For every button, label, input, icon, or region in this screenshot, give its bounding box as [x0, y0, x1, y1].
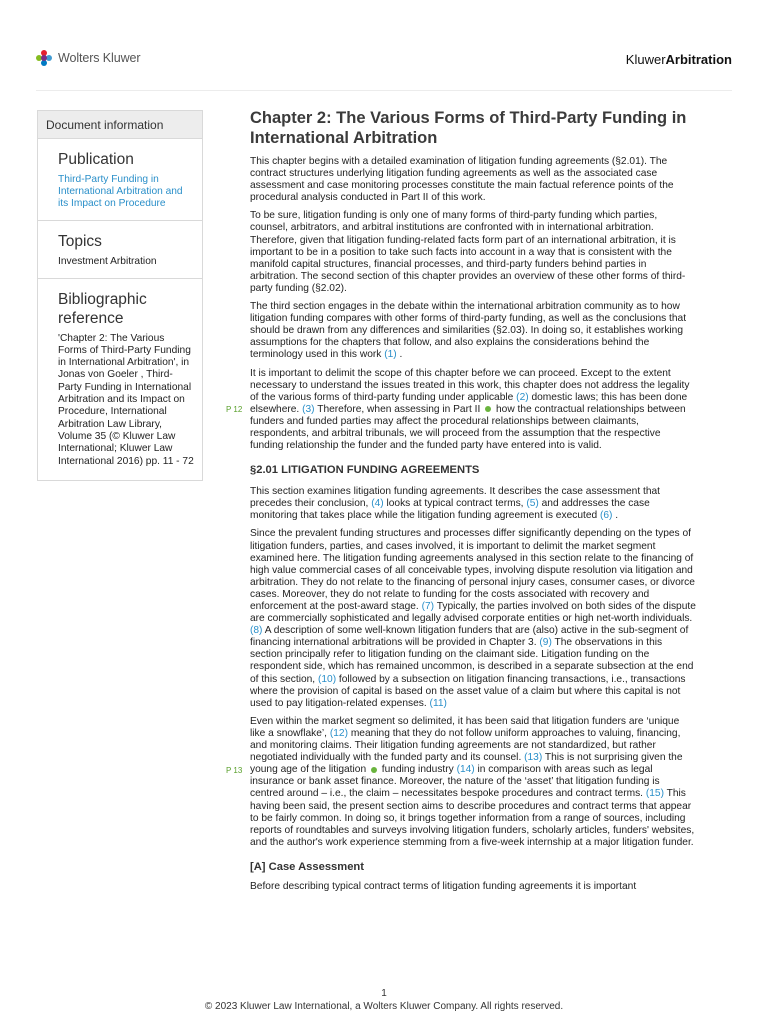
text: in comparison with areas such as legal insurance or bank asset finance. Moreover, the nature of the ‘asset’ that litigation funding is centred around – i.e., the claim – necessitates bespoke procedures and contract terms.: [250, 764, 660, 800]
paragraph: [250, 528, 696, 709]
text: how the contractual relationships between funders and funded parties may affect the procedural relationships between claimants, respondents, and arbitral tribunals, we will proceed from the assumption that the respective funding relationship the funder and the funded party have entered into is valid.: [250, 403, 686, 452]
page-break-marker-icon: [371, 767, 377, 773]
page-number: 1: [381, 988, 387, 999]
footnote-link[interactable]: (7): [421, 601, 435, 612]
paragraph: This chapter begins with a detailed examination of litigation funding agreements (§2.01). The contract structures underlying litigation funding agreements as well as the associated case assessment and case monitoring processes constitute the main factual reference points of the procedural analysis conducted in Part II of this work.: [250, 156, 674, 204]
paragraph: [226, 367, 696, 453]
footnote-link[interactable]: (15): [645, 788, 664, 800]
text: This having been said, the present section aims to describe procedures and contract terms that appear to be fairly common. In doing so, it brings together information from a range of sources, including reports of roundtables and surveys involving litigation funders, scholarly articles, funders' websites, and the author's work experience stemming from a five-week internship at a major litigation funder.: [250, 788, 695, 848]
footnote-link[interactable]: (3): [302, 403, 315, 415]
section-heading: §2.01 LITIGATION FUNDING AGREEMENTS: [250, 464, 480, 477]
copyright-footer: © 2023 Kluwer Law International, a Wolters Kluwer Company. All rights reserved.: [204, 1001, 564, 1012]
bibliographic-title: Bibliographic reference: [58, 291, 147, 327]
paragraph: To be sure, litigation funding is only one of many forms of third-party funding which parties, counsel, arbitrators, and arbitral institutions are confronted with in international arbitration. Therefore, given that litigation funding-related facts form part of an international arbitration, it is important to be in a position to take such facts into account in a way that is consistent with the manifold capital structures, financial processes, and third-party funders behind parties in arbitration. The second section of this chapter provides an overview of these other forms of third-party funding (§2.02).: [250, 210, 686, 294]
footnote-link[interactable]: (6): [600, 510, 613, 522]
publication-link[interactable]: Third-Party Funding in International Arbitration and its Impact on Procedure: [58, 173, 183, 210]
logo-text: Wolters Kluwer: [58, 51, 141, 65]
footnote-link[interactable]: (10): [317, 673, 337, 685]
text: .: [396, 349, 403, 361]
footnote-link[interactable]: (11): [429, 697, 447, 709]
page-break-marker-icon: [485, 406, 491, 412]
publication-title: Publication: [58, 151, 134, 168]
page-marker: P 13: [226, 765, 243, 775]
text: This is not surprising given the young age of the litigation: [250, 752, 683, 776]
text: domestic laws; this has been done elsewhere.: [250, 391, 688, 415]
text: Even within the market segment so delimited, it has been said that litigation funders are ‘unique like a snowflake’,: [250, 715, 680, 739]
text: Since the prevalent funding structures and processes differ significantly depending on the types of litigation funders, parties, and cases involved, it is important to delimit the market segment examined here. The litigation funding agreements analysed in this section relate to the financing of high value commercial cases of all conceivable types, involving dispute resolution via litigation and arbitration. They do not relate to the financing of personal injury cases, consumer cases, or divorce cases. Moreover, they do not relate to funding for the costs associated with recovery and enforcement at the post-award stage.: [250, 528, 695, 612]
text: A description of some well-known litigation funders that are (also) active in the sub-segment of financing international arbitrations will be provided in Chapter 3.: [250, 625, 689, 649]
text: Typically, the parties involved on both sides of the dispute are commercially sophisticated and legally advised corporate entities or high net-worth individuals.: [250, 601, 696, 625]
text: The observations in this section principally refer to litigation funding on the claimant side. Litigation funding on the respondent side, which has remained uncommon, is described in a separate subsection at the end of this section,: [250, 637, 694, 685]
paragraph: Before describing typical contract terms of litigation funding agreements it is important: [250, 880, 637, 892]
chapter-content: [226, 108, 696, 899]
bibliographic-section: [38, 279, 202, 479]
page-header: [36, 50, 732, 72]
text: followed by a subsection on litigation financing transactions, i.e., transactions where the provision of capital is based on the asset value of a claim but where this capital is not used to pay litigation-related expenses.: [250, 673, 686, 709]
chapter-title: Chapter 2: The Various Forms of Third-Party Funding in International Arbitration: [250, 109, 687, 147]
wolters-kluwer-logo-icon: [36, 50, 52, 66]
paragraph: [226, 715, 696, 849]
text: .: [612, 510, 619, 522]
topics-value: Investment Arbitration: [58, 256, 157, 268]
text: meaning that they do not follow uniform approaches to valuing, financing, and monitoring claims. Their litigation funding agreements are not standardized, but rather negotiated individually with the funded party and its counsel.: [250, 727, 681, 764]
publication-section: [38, 139, 202, 221]
header-divider: [36, 90, 732, 91]
kluwer-arbitration-brand[interactable]: [626, 52, 732, 67]
text: looks at typical contract terms,: [383, 498, 524, 510]
footnote-link[interactable]: (13): [524, 752, 543, 764]
footnote-link[interactable]: (9): [539, 637, 552, 649]
brand-bold: Arbitration: [665, 52, 732, 67]
topics-title: Topics: [58, 233, 102, 251]
paragraph: [250, 301, 696, 361]
bibliographic-value: 'Chapter 2: The Various Forms of Third-Party Funding in International Arbitration', in Jonas von Goeler , Third-Party Funding in International Arbitration and its Impact on Procedure, International Arbitration Law Library, Volume 35 (© Kluwer Law International; Kluwer Law International 2016) pp. 11 - 72: [58, 332, 194, 467]
text: funding industry: [378, 764, 454, 776]
text: Therefore, when assessing in Part II: [314, 403, 481, 415]
text: The third section engages in the debate within the international arbitration community as to how litigation funding compares with other forms of third-party funding, as well as the conclusions that should be drawn from any differences and similarities (§2.03). In doing so, it establishes working assumptions for the chapters that follow, and also explains the considerations behind the terminology used in this work: [250, 301, 687, 361]
paragraph: [250, 486, 696, 522]
footnote-link[interactable]: (2): [516, 391, 529, 403]
brand-regular: Kluwer: [625, 52, 666, 67]
text: It is important to delimit the scope of this chapter before we can proceed. Except to the extent necessary to understand the issues treated in this work, this chapter does not address the legality of the various forms of third-party funding under applicable: [250, 367, 690, 403]
text: This section examines litigation funding agreements. It describes the case assessment that precedes their conclusion,: [250, 486, 660, 510]
document-info-header: Document information: [38, 111, 202, 139]
footnote-link[interactable]: (1): [384, 349, 397, 361]
footnote-link[interactable]: (12): [329, 727, 348, 739]
page-marker: P 12: [226, 404, 243, 414]
document-info-panel: [37, 110, 203, 481]
wolters-kluwer-logo[interactable]: [36, 50, 140, 66]
footnote-link[interactable]: (8): [250, 625, 263, 637]
footnote-link[interactable]: (4): [371, 498, 384, 510]
text: and addresses the case monitoring that takes place while the litigation funding agreement is executed: [250, 498, 650, 522]
footnote-link[interactable]: (5): [526, 498, 539, 510]
footnote-link[interactable]: (14): [456, 764, 475, 776]
topics-section: [38, 221, 202, 279]
subsection-heading: [A] Case Assessment: [250, 860, 364, 873]
